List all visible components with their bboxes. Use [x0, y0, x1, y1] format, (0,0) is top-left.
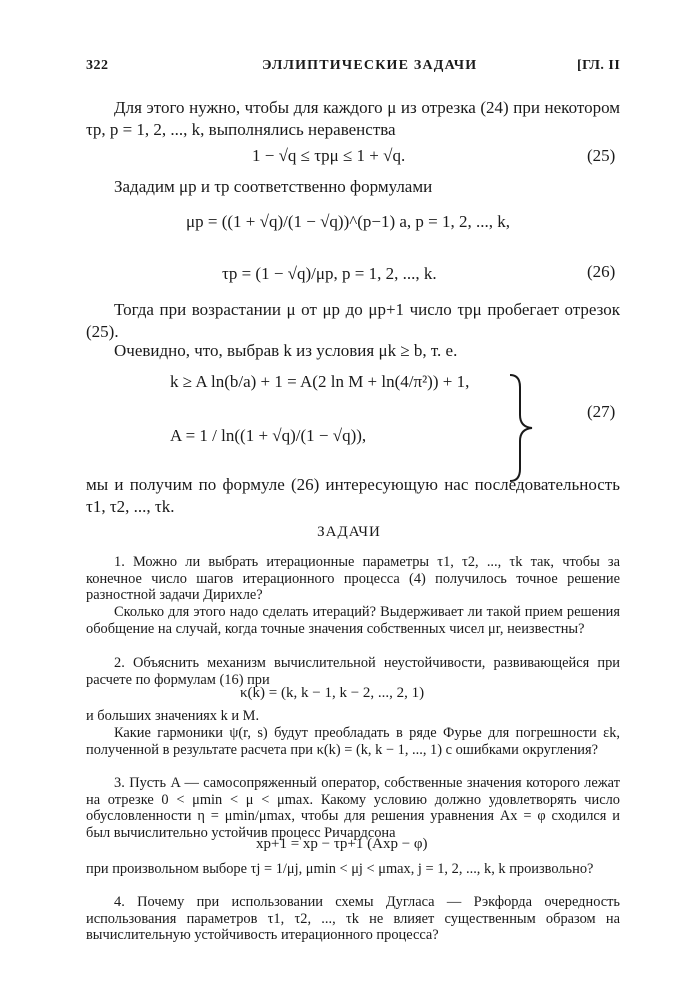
problem-3-equation: xp+1 = xp − τp+1 (Axp − φ) [256, 836, 428, 852]
problem-2-followup: Какие гармоники ψ(r, s) будут преобладать в ряде Фурье для погрешности εk, полученной в результате расчета при κ(k) = (k, k − 1, ..., 1) с ошибками округления? [86, 725, 620, 758]
paragraph-2: Зададим μp и τp соответственно формулами [114, 177, 433, 196]
problem-3: 3. Пусть A — самосопряженный оператор, собственные значения которого лежат на отрезке 0 < μmin < μ < μmax. Какому условию должно удовлетворять число обусловленности η = μmin/μmax, чтобы для решения уравнения Ax = φ сходился и был вычислительно устойчив процесс Ричардсона [86, 775, 620, 841]
equation-27-k: k ≥ A ln(b/a) + 1 = A(2 ln M + ln(4/π²)) + 1, [170, 372, 470, 391]
right-brace-icon [506, 373, 536, 483]
equation-26-mu: μp = ((1 + √q)/(1 − √q))^(p−1) a, p = 1, 2, ..., k, [186, 212, 510, 231]
equation-25: 1 − √q ≤ τpμ ≤ 1 + √q. [252, 146, 406, 165]
problem-4: 4. Почему при использовании схемы Дугласа — Рэкфорда очередность использования параметров τ1, τ2, ..., τk не влияет существенным образом на вычислительную устойчивость итерационного процесса? [86, 894, 620, 943]
problem-1-followup: Сколько для этого надо сделать итераций? Выдерживает ли такой прием решения обобщение на случай, когда точные значения собственных чисел μr, неизвестны? [86, 604, 620, 637]
paragraph-1: Для этого нужно, чтобы для каждого μ из отрезка (24) при некотором τp, p = 1, 2, ..., k, выполнялись неравенства [86, 98, 620, 139]
equation-26-tau: τp = (1 − √q)/μp, p = 1, 2, ..., k. [222, 264, 437, 283]
equation-26-number: (26) [587, 262, 616, 281]
chapter-label: [ГЛ. II [577, 58, 621, 73]
section-heading: ЗАДАЧИ [317, 524, 381, 540]
problem-3-continuation: при произвольном выборе τj = 1/μj, μmin < μj < μmax, j = 1, 2, ..., k, k произвольно? [86, 861, 594, 877]
paragraph-3: Тогда при возрастании μ от μp до μp+1 число τpμ пробегает отрезок (25). [86, 300, 620, 341]
page-number: 322 [86, 58, 109, 73]
problem-2: 2. Объяснить механизм вычислительной неустойчивости, развивающейся при расчете по формулам (16) при [86, 655, 620, 688]
equation-27-A: A = 1 / ln((1 + √q)/(1 − √q)), [170, 426, 367, 445]
problem-1: 1. Можно ли выбрать итерационные параметры τ1, τ2, ..., τk так, чтобы за конечное число шагов итерационного процесса (4) получилось точное решение разностной задачи Дирихле? [86, 554, 620, 603]
paragraph-4: Очевидно, что, выбрав k из условия μk ≥ b, т. е. [114, 341, 458, 360]
problem-2-continuation: и больших значениях k и M. [86, 708, 260, 724]
paragraph-5: мы и получим по формуле (26) интересующую нас последовательность τ1, τ2, ..., τk. [86, 475, 620, 516]
equation-27-number: (27) [587, 402, 616, 421]
equation-25-number: (25) [587, 146, 616, 165]
problem-2-equation: κ(k) = (k, k − 1, k − 2, ..., 2, 1) [240, 685, 425, 701]
running-title: ЭЛЛИПТИЧЕСКИЕ ЗАДАЧИ [262, 58, 478, 73]
